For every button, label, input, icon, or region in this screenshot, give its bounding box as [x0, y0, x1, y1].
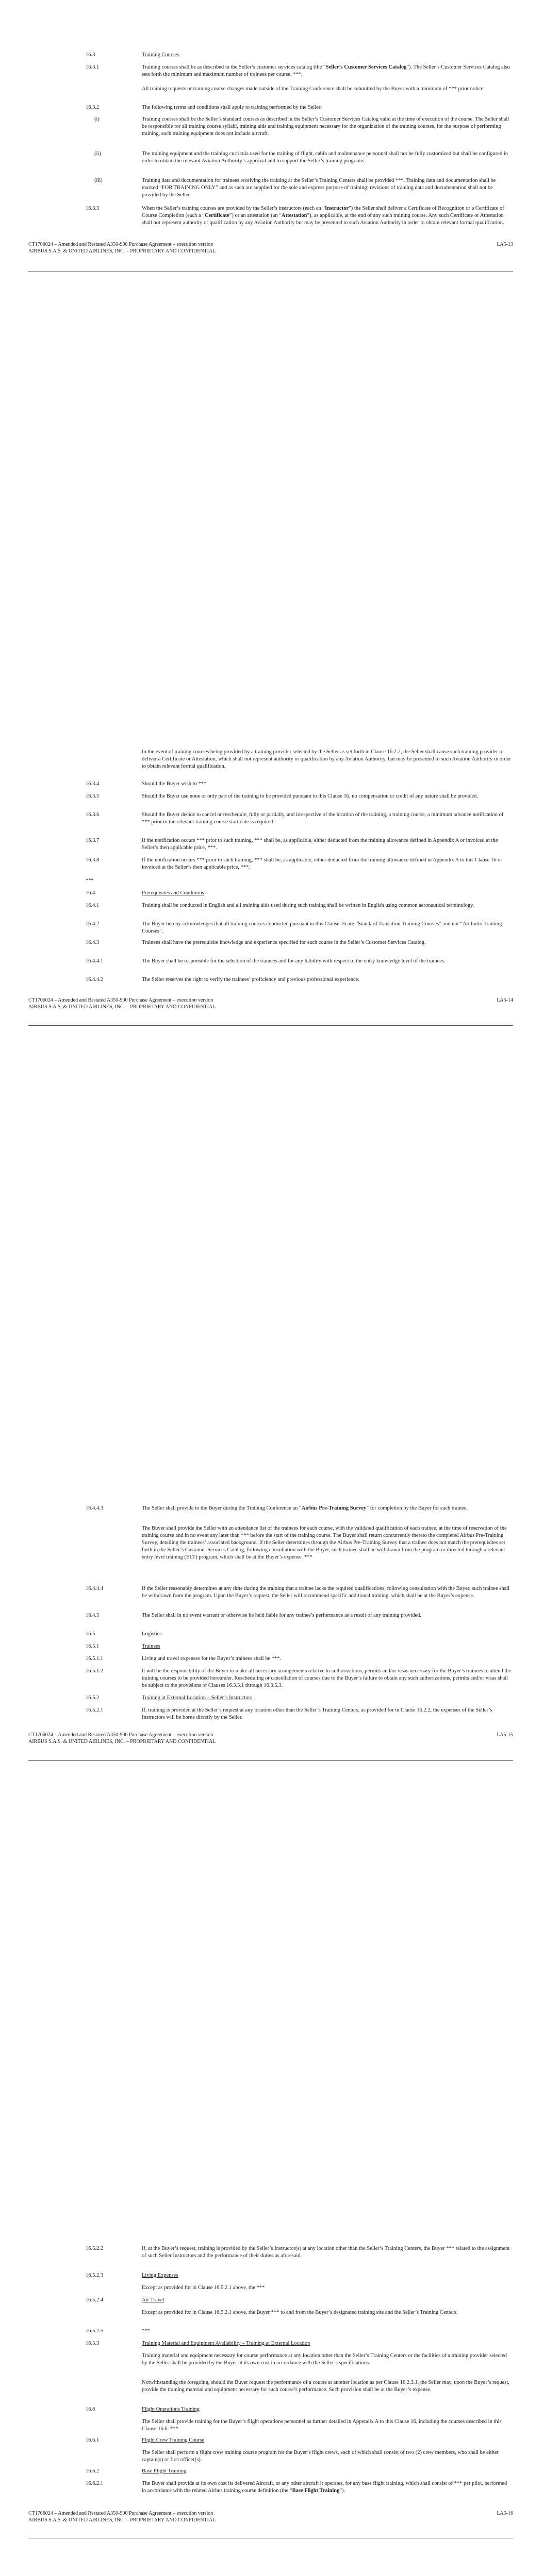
clause-number: 16.3.3: [86, 206, 100, 211]
clause-text: The Seller shall provide training for the Buyer’s flight operations personnel as further detailed in Appendix A to this Clause 16, including the courses described in this Clause 16.6. ***: [142, 2419, 502, 2432]
text-segment: ” for completion by the Buyer for each trainee.: [366, 1505, 468, 1511]
text-segment: ”). The Seller’s Customer Services Catalog also sets forth the minimum and maximum number of trainees per course. ***.: [142, 64, 510, 77]
page-footer: [28, 2510, 513, 2523]
clause-text: Should the Buyer wish to ***: [142, 781, 207, 787]
clause-text: The Seller shall perform a flight crew training course program for the Buyer’s flight crews, each of which shall consist of two (2) crew members, who shall be either captain(s) or first officer(s).: [142, 2450, 499, 2463]
clause-number: 16.4.4.1: [86, 958, 104, 964]
clause-text: Should the Buyer use none or only part of the training to be provided pursuant to this Clause 16, no compensation or credit of any nature shall be provided.: [142, 793, 479, 799]
footer-line-2: AIRBUS S.A.S. & UNITED AIRLINES, INC. – PROPRIETARY AND CONFIDENTIAL: [28, 1004, 216, 1010]
redacted-marker: ***: [86, 878, 94, 884]
page-footer: [28, 241, 513, 255]
clause-text: In the event of training courses being provided by a training provider selected by the Seller as set forth in Clause 16.2.2, the Seller shall cause such training provider to deliver a Certificate or Attestation, which shall not represent authority or qualification by any Aviation Authority, but may be presented to such Aviation Authority in order to obtain relevant formal qualification.: [142, 749, 511, 769]
clause-text: The Seller shall in no event warrant or otherwise be held liable for any trainee’s performance as a result of any training provided.: [142, 1613, 422, 1618]
clause-text: [142, 64, 512, 78]
clause-heading: Trainees: [142, 1643, 160, 1649]
clause-number: 16.6.2: [86, 2468, 100, 2474]
clause-number: 16.3.6: [86, 812, 100, 818]
clause-number: 16.5.2.2: [86, 2246, 104, 2251]
clause-heading: Prerequisites and Conditions: [142, 890, 204, 896]
clause-text: It will be the responsibility of the Buyer to make all necessary arrangements relative to authorizations, permits and/or visas necessary for the Buyer’s trainees to attend the training courses to be provided hereunder. Rescheduling or cancellation of courses due to the Buyer’s failure to obtain any such authorizations, permits and/or visas shall be subject to the provisions of Clauses 16.3.5.1 through 16.3.5.3.: [142, 1668, 512, 1688]
defined-term: Certificate: [204, 213, 229, 218]
clause-number: 16.3.1: [86, 64, 100, 70]
clause-number: 16.3: [86, 52, 95, 58]
clause-heading: Training Courses: [142, 52, 179, 58]
clause-number: 16.5: [86, 1631, 95, 1637]
footer-line-2: AIRBUS S.A.S. & UNITED AIRLINES, INC. – PROPRIETARY AND CONFIDENTIAL: [28, 1739, 216, 1744]
clause-number: 16.4.5: [86, 1613, 100, 1618]
defined-term: Airbus Pre-Training Survey: [301, 1505, 367, 1511]
clause-text: Except as provided for in Clause 16.5.2.1 above, the ***: [142, 2285, 265, 2291]
page-separator: [28, 1760, 513, 1761]
text-segment: When the Seller’s training courses are provided by the Seller’s instructors (each an “: [142, 206, 325, 211]
clause-text: Training courses shall be the Seller’s standard courses as described in the Seller’s Customer Services Catalog valid at the time of execution of the course. The Seller shall be responsible for all training course syllabi, training aids and training equipment necessary for the organization of the training courses, for the purpose of performing training, such training equipment does not include aircraft.: [142, 116, 509, 137]
clause-text: The training equipment and the training curricula used for the training of flight, cabin and maintenance personnel shall not be fully customized but shall be configured in order to obtain the relevant Aviation Authority’s approval and to support the Seller’s training programs.: [142, 151, 508, 164]
footer-line-1: CT1706024 – Amended and Restated A350-900 Purchase Agreement – execution version: [28, 997, 213, 1003]
clause-text: Living and travel expenses for the Buyer’s trainees shall be ***.: [142, 1656, 282, 1662]
text-segment: Training courses shall be as described in the Seller’s customer services catalog (the “: [142, 64, 326, 70]
clause-text: Should the Buyer decide to cancel or reschedule, fully or partially, and irrespective of the location of the training, a training course, a minimum advance notification of *** prior to the relevant training course start date is required.: [142, 812, 504, 825]
page-label: LA5-13: [497, 242, 513, 247]
clause-number: 16.5.2.5: [86, 2328, 104, 2334]
text-segment: ”), as applicable, at the end of any such training course. Any such Certificate or Attestation shall not represent authority or qualification by any Aviation Authority but may be presented to such Aviation Authority in order to obtain relevant formal qualification.: [142, 213, 504, 226]
clause-text: [142, 2480, 512, 2495]
clause-number: 16.6.1: [86, 2437, 100, 2443]
clause-number: 16.6: [86, 2406, 95, 2412]
clause-number: 16.5.1.2: [86, 1668, 104, 1674]
clause-text: Notwithstanding the foregoing, should the Buyer request the performance of a course at another location as per Clause 16.2.3.1, the Seller may, upon the Buyer’s request, provide the training material and equipment necessary for such course’s performance. Such provision shall be at the Buyer’s expense.: [142, 2380, 509, 2393]
clause-text: The Buyer hereby acknowledges that all training courses conducted pursuant to this Clause 16 are “Standard Transition Training Courses” and not “Ab Initio Training Courses”.: [142, 921, 502, 934]
clause-number: 16.3.4: [86, 781, 100, 787]
clause-heading: Logistics: [142, 1631, 162, 1637]
clause-number: 16.4: [86, 890, 95, 896]
clause-number: 16.5.2.4: [86, 2297, 104, 2303]
clause-text: All training requests or training course changes made outside of the Training Conference shall be submitted by the Buyer with a minimum of *** prior notice.: [142, 86, 485, 92]
clause-text: If, training is provided at the Seller’s request at any location other than the Seller’s Training Centers, as provided for in Clause 16.2.2, the expenses of the Seller’s Instructors will be borne directly by the Seller.: [142, 1707, 492, 1720]
item-marker: (i): [94, 116, 100, 122]
page-label: LA5-15: [497, 1732, 513, 1738]
clause-heading: Base Flight Training: [142, 2468, 187, 2474]
defined-term: Seller’s Customer Services Catalog: [325, 64, 407, 70]
clause-number: 16.6.2.1: [86, 2481, 104, 2486]
defined-term: Attestation: [281, 213, 307, 218]
item-marker: (ii): [94, 151, 101, 157]
clause-number: 16.5.2.1: [86, 1707, 104, 1713]
clause-number: 16.5.1.1: [86, 1656, 104, 1662]
footer-line-2: AIRBUS S.A.S. & UNITED AIRLINES, INC. – PROPRIETARY AND CONFIDENTIAL: [28, 2517, 216, 2523]
clause-number: 16.3.8: [86, 857, 100, 863]
clause-text: Training data and documentation for trainees receiving the training at the Seller’s Training Centers shall be provided ***. Training data and documentation shall be marked “FOR TRAINING ONLY” and as such are supplied for the sole and express purpose of training; revisions of training data and documentation shall not be provided by the Seller.: [142, 178, 496, 198]
footer-line-1: CT1706024 – Amended and Restated A350-900 Purchase Agreement – execution version: [28, 2511, 213, 2516]
clause-text: If the notification occurs *** prior to such training, *** shall be, as applicable, either deducted from the training allowance defined in Appendix A or invoiced at the Seller’s then applicable price, ***.: [142, 838, 498, 851]
clause-text: Except as provided for in Clause 16.5.2.1 above, the Buyer *** to and from the Buyer’s designated training site and the Seller’s Training Centers.: [142, 2310, 458, 2315]
clause-number: 16.5.1: [86, 1643, 100, 1649]
clause-heading: Training at External Location – Seller’s Instructors: [142, 1695, 253, 1701]
clause-text: Training shall be conducted in English and all training aids used during such training shall be written in English using common aeronautical terminology.: [142, 903, 474, 908]
text-segment: The Seller shall provide to the Buyer during the Training Conference an “: [142, 1505, 302, 1511]
item-marker: (iii): [94, 178, 103, 183]
clause-number: 16.4.4.4: [86, 1586, 104, 1591]
clause-number: 16.3.2: [86, 105, 100, 110]
clause-text: [142, 1505, 512, 1512]
page-label: LA5-16: [497, 2511, 513, 2516]
clause-text: ***: [142, 2328, 150, 2334]
footer-line-2: AIRBUS S.A.S. & UNITED AIRLINES, INC. – PROPRIETARY AND CONFIDENTIAL: [28, 248, 216, 254]
footer-line-1: CT1706024 – Amended and Restated A350-900 Purchase Agreement – execution version: [28, 1732, 213, 1738]
clause-number: 16.4.4.3: [86, 1505, 104, 1511]
defined-term: Base Flight Training: [292, 2488, 340, 2494]
clause-text: Trainees shall have the prerequisite knowledge and experience specified for each course in the Seller’s Customer Services Catalog.: [142, 940, 426, 945]
clause-number: 16.5.2.3: [86, 2273, 104, 2278]
clause-number: 16.3.5: [86, 793, 100, 799]
clause-heading: Flight Crew Training Course: [142, 2437, 205, 2443]
text-segment: ”) or an attestation (an “: [229, 213, 282, 218]
clause-number: 16.3.7: [86, 838, 100, 843]
clause-text: The Buyer shall be responsible for the selection of the trainees and for any liability with respect to the entry knowledge level of the trainees.: [142, 958, 446, 964]
clause-number: 16.4.1: [86, 903, 100, 908]
page-separator: [28, 1025, 513, 1026]
page-footer: [28, 1732, 513, 1745]
clause-heading: Training Material and Equipment Availability – Training at External Location: [142, 2341, 310, 2346]
text-segment: ”) the Seller shall deliver a Certificate of Recognition or a Certificate of Course Completion (each a “: [142, 206, 504, 218]
defined-term: Instructor: [325, 206, 349, 211]
clause-heading: Living Expenses: [142, 2273, 178, 2278]
clause-number: 16.4.2: [86, 921, 100, 927]
clause-text: If, at the Buyer’s request, training is provided by the Seller’s Instructor(s) at any location other than the Seller’s Training Centers, the Buyer *** related to the assignment of such Seller Instructors and the performance of their duties as aforesaid.: [142, 2246, 510, 2259]
clause-number: 16.5.2: [86, 1695, 100, 1701]
clause-number: 16.4.3: [86, 940, 100, 945]
clause-number: 16.4.4.2: [86, 977, 104, 982]
page-label: LA5-14: [497, 997, 513, 1003]
clause-heading: Flight Operations Training: [142, 2406, 200, 2412]
clause-text: If the Seller reasonably determines at any time during the training that a trainee lacks the required qualifications, following consultation with the Buyer, such trainee shall be withdrawn from the program. Upon the Buyer’s request, the Seller will recommend specific additional training, which shall be at the Buyer’s expense.: [142, 1586, 510, 1599]
clause-text: The following terms and conditions shall apply to training performed by the Seller:: [142, 105, 322, 110]
clause-text: Training material and equipment necessary for course performance at any location other than the Seller’s Training Centers or the facilities of a training provider selected by the Seller shall be provided by the Buyer at its own cost in accordance with the Seller’s specifications.: [142, 2353, 507, 2366]
clause-number: 16.5.3: [86, 2341, 100, 2346]
clause-text: [142, 205, 512, 227]
text-segment: ”).: [339, 2488, 345, 2494]
clause-text: The Buyer shall provide the Seller with an attendance list of the trainees for each course, with the validated qualification of each trainee, at the time of reservation of the training course and in no event any later than *** before the start of the training course. The Buyer shall return concurrently thereto the completed Airbus Pre-Training Survey, detailing the trainees’ associated background. If the Seller determines through the Airbus Pre-Training Survey that a trainee does not match the prerequisites set forth in the Seller’s Customer Services Catalog, following consultation with the Buyer, such trainee shall be withdrawn from the program or directed through a relevant entry level training (ELT) program, which shall be at the Buyer’s expense. ***: [142, 1526, 507, 1560]
footer-line-1: CT1706024 – Amended and Restated A350-900 Purchase Agreement – execution version: [28, 242, 213, 247]
text-segment: The Buyer shall provide at its own cost its delivered Aircraft, or any other aircraft it operates, for any base flight training, which shall consist of *** per pilot, performed in accordance with the related Airbus training course definition (the “: [142, 2481, 507, 2494]
clause-text: If the notification occurs *** prior to such training, *** shall be, as applicable, either deducted from the training allowance defined in Appendix A to this Clause 16 or invoiced at the Seller’s then applicable price, ***.: [142, 857, 502, 870]
clause-heading: Air Travel: [142, 2297, 164, 2303]
clause-text: The Seller reserves the right to verify the trainees’ proficiency and previous professional experience.: [142, 977, 359, 982]
page-footer: [28, 997, 513, 1010]
